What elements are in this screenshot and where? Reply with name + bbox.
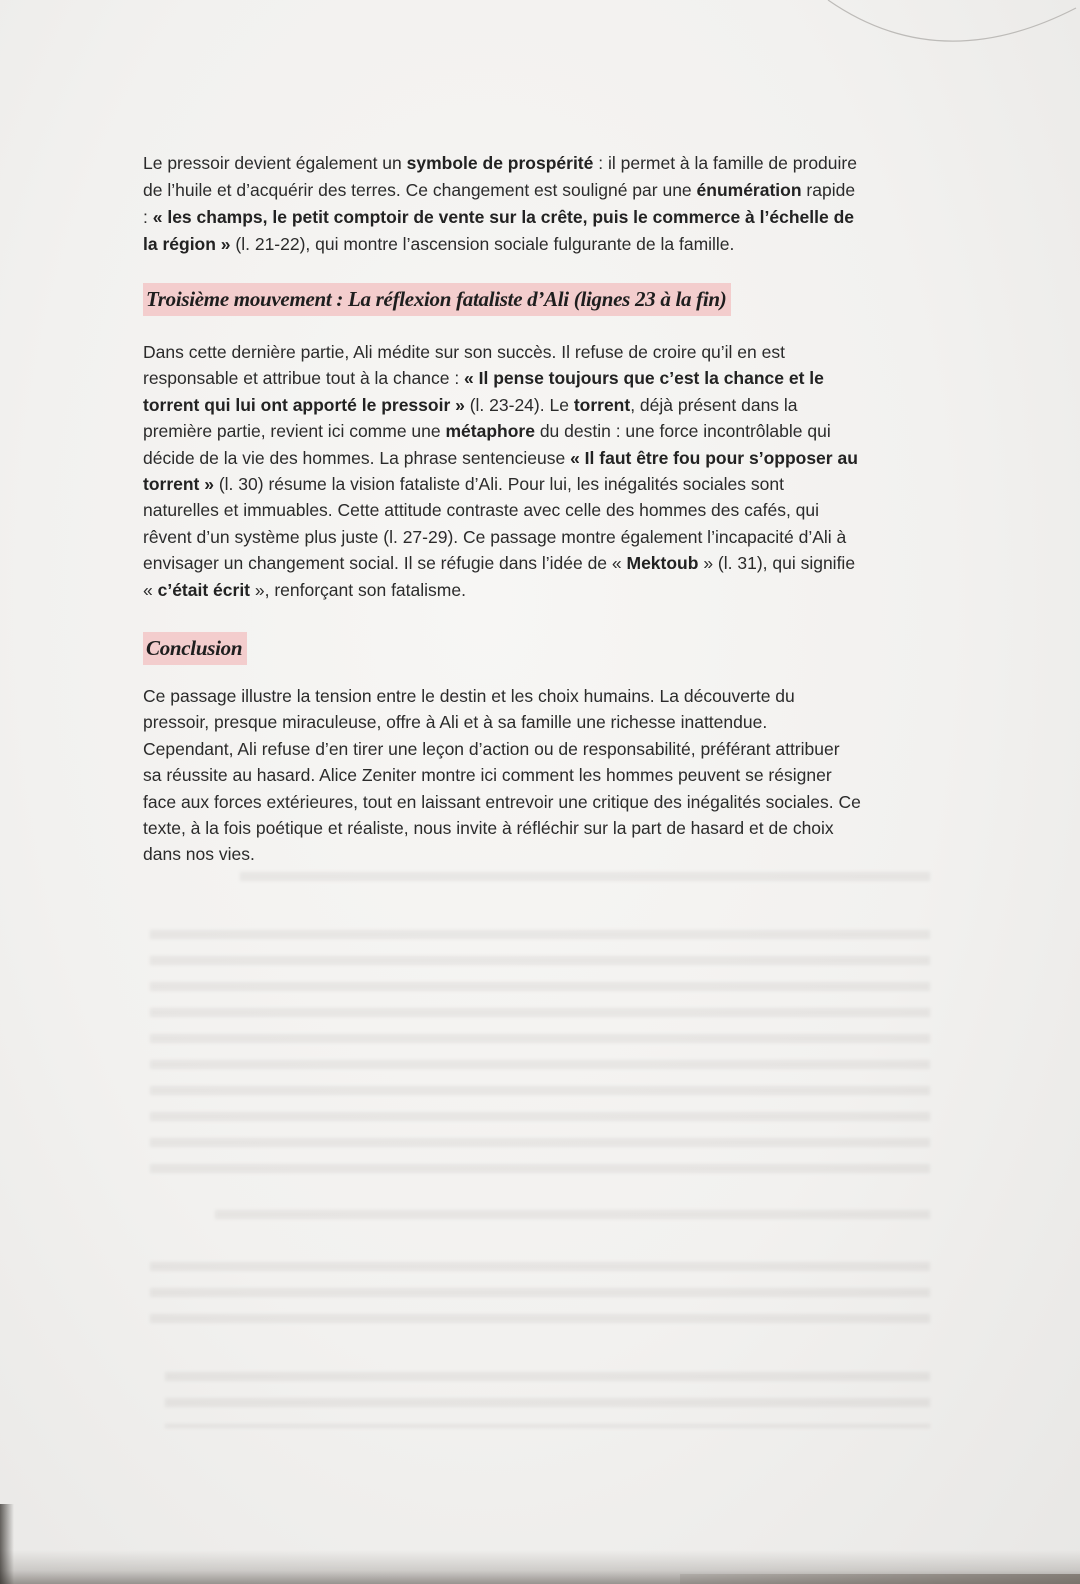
text-line — [143, 471, 858, 497]
text-run: : il permet à la famille de produire — [593, 153, 857, 173]
text-line — [143, 762, 861, 788]
text-run: » (l. 31), qui signifie — [698, 553, 856, 574]
text-run: du destin : une force incontrôlable qui — [534, 421, 831, 442]
bleed-through-lines — [165, 1372, 930, 1428]
text-line — [143, 550, 858, 576]
text-run: naturelles et immuables. Cette attitude contraste avec celle des hommes des cafés, qui — [143, 500, 820, 521]
page-bottom-edge — [680, 1574, 1080, 1584]
text-run: « — [143, 579, 158, 600]
bold-text: énumération — [696, 180, 802, 200]
text-line — [143, 709, 861, 735]
text-run: pressoir, presque miraculeuse, offre à Ali et à sa famille une richesse inattendue. — [143, 712, 768, 733]
text-run: rêvent d’un système plus juste (l. 27-29). Ce passage montre également l’incapacité d’Ali à — [143, 526, 847, 547]
text-line — [143, 392, 858, 418]
text-line — [143, 524, 858, 550]
text-run: responsable et attribue tout à la chance : — [143, 368, 465, 389]
page-corner-shadow — [0, 1504, 14, 1584]
text-line — [143, 339, 858, 365]
paragraph-conclusion — [143, 683, 861, 868]
text-run: : — [143, 207, 153, 227]
bold-text: torrent qui lui ont apporté le pressoir » — [143, 394, 465, 415]
section-heading-conclusion: Conclusion — [143, 632, 247, 665]
text-run: (l. 23-24). Le — [464, 394, 574, 415]
text-line — [143, 683, 861, 709]
text-line — [143, 177, 857, 204]
text-run: de l’huile et d’acquérir des terres. Ce changement est souligné par une — [143, 180, 697, 200]
text-run: décide de la vie des hommes. La phrase sentencieuse — [143, 447, 571, 468]
bold-text: torrent » — [143, 474, 214, 495]
text-run: rapide — [801, 180, 856, 200]
text-run: Ce passage illustre la tension entre le destin et les choix humains. La découverte du — [143, 686, 795, 706]
bold-text: « les champs, le petit comptoir de vente sur la crête, puis le commerce à l’échelle de — [152, 207, 854, 227]
bold-text: la région » — [143, 234, 231, 254]
paragraph-prosperity — [143, 150, 857, 258]
text-run: , déjà présent dans la — [630, 394, 798, 415]
bleed-through-heading — [240, 872, 930, 884]
text-line — [143, 789, 861, 815]
text-line — [143, 150, 857, 177]
text-run: Le pressoir devient également un — [143, 153, 407, 173]
text-run: envisager un changement social. Il se réfugie dans l’idée de « — [143, 553, 627, 574]
bold-text: c’était écrit — [157, 579, 251, 600]
text-run: première partie, revient ici comme une — [143, 421, 446, 442]
text-run: dans nos vies. — [143, 844, 255, 865]
bleed-through-lines — [150, 930, 930, 1190]
text-line — [143, 231, 857, 258]
page-edge-curve — [820, 0, 1080, 80]
bold-text: Mektoub — [626, 553, 699, 574]
text-run: Dans cette dernière partie, Ali médite sur son succès. Il refuse de croire qu’il en est — [143, 342, 785, 362]
text-run: face aux forces extérieures, tout en laissant entrevoir une critique des inégalités sociales. Ce — [143, 791, 861, 812]
bold-text: « Il pense toujours que c’est la chance et le — [464, 368, 824, 389]
text-line — [143, 497, 858, 523]
text-run: (l. 21-22), qui montre l’ascension sociale fulgurante de la famille. — [230, 234, 735, 254]
text-run: sa réussite au hasard. Alice Zeniter montre ici comment les hommes peuvent se résigner — [143, 765, 832, 786]
text-run: texte, à la fois poétique et réaliste, nous invite à réfléchir sur la part de hasard et de choix — [143, 818, 834, 839]
text-line — [143, 418, 858, 444]
text-run: (l. 30) résume la vision fataliste d’Ali. Pour lui, les inégalités sociales sont — [213, 474, 784, 495]
text-line — [143, 736, 861, 762]
bold-text: métaphore — [445, 421, 535, 442]
text-line — [143, 445, 858, 471]
text-line — [143, 365, 858, 391]
text-run: », renforçant son fatalisme. — [250, 579, 466, 600]
bold-text: torrent — [573, 394, 631, 415]
text-line — [143, 204, 857, 231]
bleed-through-lines — [150, 1262, 930, 1332]
bold-text: symbole de prospérité — [406, 153, 594, 173]
section-heading-third-movement: Troisième mouvement : La réflexion fataliste d’Ali (lignes 23 à la fin) — [143, 283, 731, 316]
text-run: Cependant, Ali refuse d’en tirer une leçon d’action ou de responsabilité, préférant attribuer — [143, 738, 840, 759]
bleed-through-heading — [215, 1210, 930, 1222]
text-line — [143, 815, 861, 841]
text-line — [143, 841, 861, 867]
paragraph-third-movement — [143, 339, 858, 603]
bold-text: « Il faut être fou pour s’opposer au — [570, 447, 858, 468]
text-line — [143, 577, 858, 603]
